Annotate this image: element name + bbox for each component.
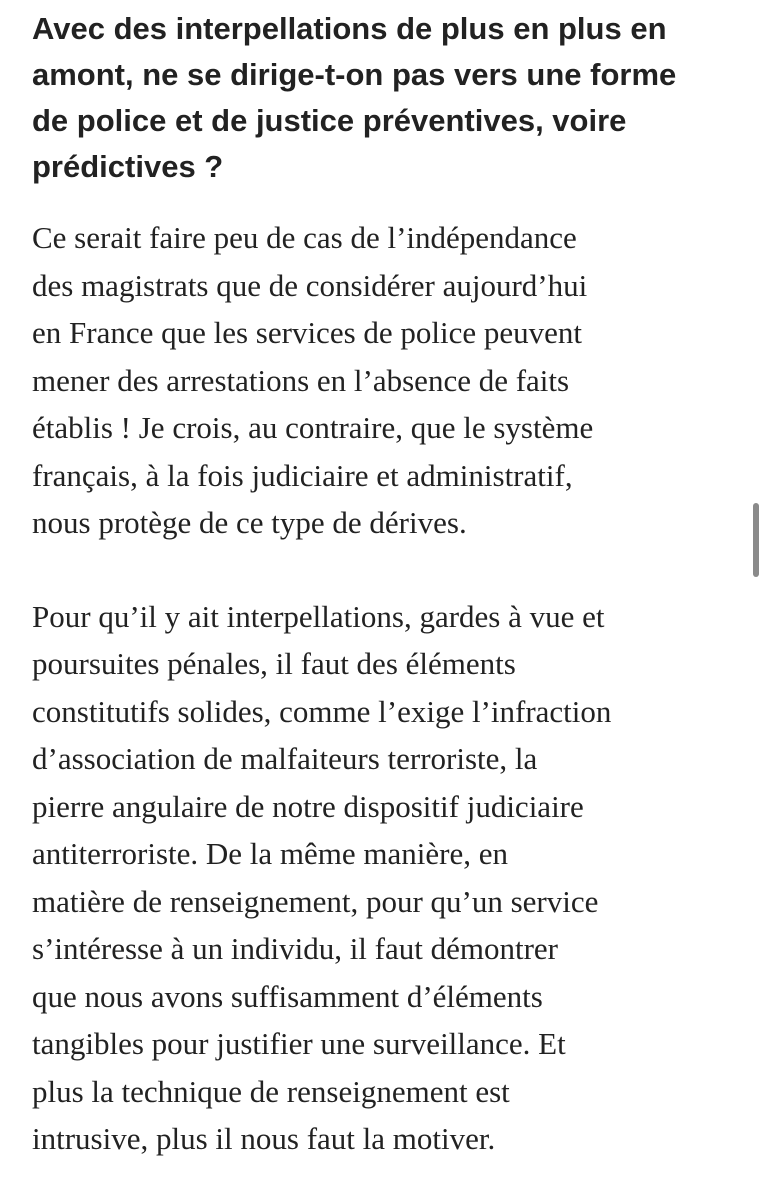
question-line: Avec des interpellations de plus en plus en bbox=[32, 11, 667, 46]
question-line: prédictives ? bbox=[32, 149, 224, 184]
paragraph-line: d’association de malfaiteurs terroriste, la bbox=[32, 741, 538, 776]
paragraph-line: antiterroriste. De la même manière, en bbox=[32, 836, 508, 871]
paragraph-line: plus la technique de renseignement est bbox=[32, 1073, 510, 1109]
question-line: amont, ne se dirige-t-on pas vers une forme bbox=[32, 57, 677, 92]
paragraph-line: Ce serait faire peu de cas de l’indépendance bbox=[32, 220, 577, 255]
paragraph-line: établis ! Je crois, au contraire, que le système bbox=[32, 410, 594, 445]
article-body bbox=[32, 6, 732, 1163]
paragraph-line: pierre angulaire de notre dispositif judiciaire bbox=[32, 788, 584, 824]
paragraph-line: que nous avons suffisamment d’éléments bbox=[32, 978, 543, 1014]
paragraph-line: en France que les services de police peuvent bbox=[32, 315, 583, 350]
answer-paragraph-2 bbox=[32, 593, 732, 1163]
paragraph-line: des magistrats que de considérer aujourd’hui bbox=[32, 267, 588, 303]
paragraph-line: tangibles pour justifier une surveillance. Et bbox=[32, 1026, 566, 1061]
paragraph-line: Pour qu’il y ait interpellations, gardes à vue et bbox=[32, 598, 605, 634]
paragraph-line: mener des arrestations en l’absence de faits bbox=[32, 362, 570, 398]
scrollbar-thumb[interactable] bbox=[753, 503, 759, 577]
paragraph-line: matière de renseignement, pour qu’un service bbox=[32, 883, 599, 919]
paragraph-line: nous protège de ce type de dérives. bbox=[32, 505, 467, 540]
paragraph-line: constitutifs solides, comme l’exige l’infraction bbox=[32, 693, 612, 729]
paragraph-line: s’intéresse à un individu, il faut démontrer bbox=[32, 931, 559, 966]
paragraph-line: français, à la fois judiciaire et administratif, bbox=[32, 457, 573, 493]
interview-question bbox=[32, 6, 732, 190]
answer-paragraph-1 bbox=[32, 214, 732, 547]
paragraph-line: intrusive, plus il nous faut la motiver. bbox=[32, 1121, 496, 1156]
paragraph-line: poursuites pénales, il faut des éléments bbox=[32, 646, 516, 681]
question-line: de police et de justice préventives, voire bbox=[32, 103, 627, 138]
